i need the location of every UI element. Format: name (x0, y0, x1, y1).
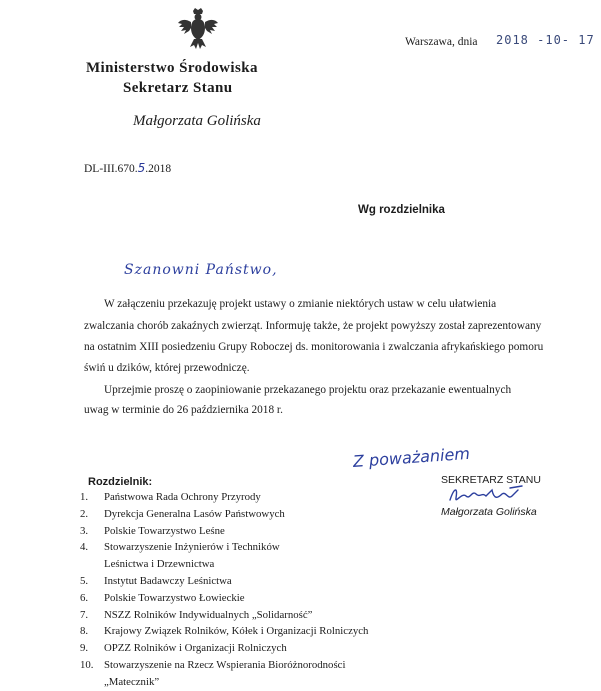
distribution-item-number: 3. (80, 524, 89, 537)
distribution-item-text: Polskie Towarzystwo Łowieckie (104, 591, 245, 604)
distribution-item (76, 640, 368, 657)
distribution-heading: Rozdzielnik: (88, 476, 153, 488)
distribution-item-number: 5. (80, 574, 89, 587)
ministry-name: Ministerstwo Środowiska (86, 60, 258, 76)
distribution-item (76, 657, 368, 691)
secretary-title: Sekretarz Stanu (123, 80, 233, 96)
distribution-item-continuation: Leśnictwa i Drzewnictwa (104, 558, 215, 571)
body-p1-line-3: na ostatnim XIII posiedzeniu Grupy Roboczej ds. monitorowania i zwalczania afrykańskiego pomoru (84, 341, 544, 353)
distribution-item-text: Stowarzyszenie Inżynierów i Techników (104, 541, 280, 554)
distribution-item (76, 607, 368, 624)
distribution-item-number: 4. (80, 541, 89, 554)
distribution-item (76, 623, 368, 640)
distribution-item (76, 590, 368, 607)
body-p1-line-2: zwalczania chorób zakaźnych zwierząt. Informuję także, że projekt powyższy został zaprezentowany (84, 320, 542, 332)
distribution-item-text: Polskie Towarzystwo Leśne (104, 524, 225, 537)
distribution-list (76, 489, 368, 691)
distribution-item (76, 523, 368, 540)
distribution-item-text: Krajowy Związek Rolników, Kółek i Organizacji Rolniczych (104, 625, 369, 638)
handwritten-greeting: Z poważaniem (352, 443, 471, 471)
distribution-item-number: 6. (80, 591, 89, 604)
date-stamp: 2018 -10- 17 (496, 33, 595, 47)
distribution-item (76, 539, 368, 573)
distribution-item-text: Stowarzyszenie na Rzecz Wspierania Bioróżnorodności (104, 658, 346, 671)
reference-prefix: DL-III.670. (84, 163, 138, 175)
distribution-item (76, 573, 368, 590)
distribution-item-text: Instytut Badawczy Leśnictwa (104, 574, 232, 587)
distribution-item-number: 9. (80, 642, 89, 655)
body-p1-line-1: W załączeniu przekazuję projekt ustawy o zmianie niektórych ustaw w celu ułatwienia (104, 298, 497, 310)
distribution-item-number: 8. (80, 625, 89, 638)
distribution-item-text: NSZZ Rolników Indywidualnych „Solidarność” (104, 608, 313, 621)
polish-eagle-emblem-icon (176, 7, 220, 51)
place-date: Warszawa, dnia (405, 36, 478, 48)
sender-name: Małgorzata Golińska (133, 113, 261, 129)
distribution-item-number: 1. (80, 491, 89, 503)
signature-title: SEKRETARZ STANU (441, 474, 541, 486)
reference-number (84, 161, 171, 175)
signature-name: Małgorzata Golińska (441, 506, 537, 518)
reference-handwritten-number: 5 (137, 161, 146, 175)
distribution-item-text: Państwowa Rada Ochrony Przyrody (104, 491, 261, 503)
body-p2-line-1: Uprzejmie proszę o zaopiniowanie przekazanego projektu oraz przekazanie ewentualnych (104, 384, 512, 396)
distribution-item-continuation: „Matecznik” (104, 675, 160, 688)
distribution-item-text: OPZZ Rolników i Organizacji Rolniczych (104, 642, 287, 655)
distribution-item (76, 489, 368, 506)
body-p1-line-4: świń u dzików, której przewodniczę. (84, 362, 250, 374)
distribution-item-number: 2. (80, 507, 89, 520)
handwritten-salutation: Szanowni Państwo, (124, 262, 278, 278)
distribution-item-number: 7. (80, 608, 89, 621)
distribution-item-text: Dyrekcja Generalna Lasów Państwowych (104, 507, 285, 520)
addressee: Wg rozdzielnika (358, 204, 445, 216)
distribution-item-number: 10. (80, 658, 94, 671)
distribution-item (76, 506, 368, 523)
body-p2-line-2: uwag w terminie do 26 października 2018 r. (84, 404, 283, 416)
reference-suffix: .2018 (145, 163, 172, 175)
signature-scribble-icon (446, 484, 526, 506)
